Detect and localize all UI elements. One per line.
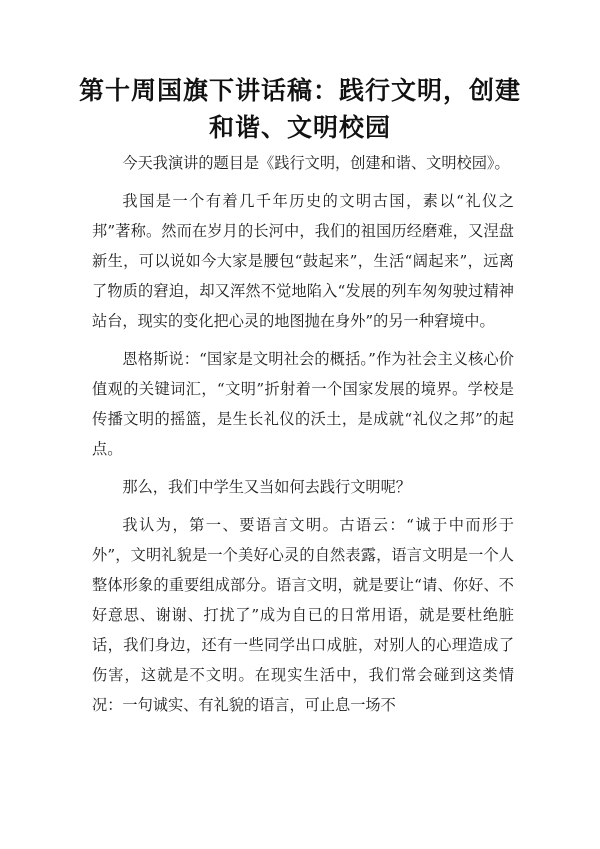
paragraph-question: 那么，我们中学生又当如何去践行文明呢？ — [122, 478, 411, 496]
paragraph-language-civility: 我认为，第一、要语言文明。古语云：“诚于中而形于外”，文明礼貌是一个美好心灵的自然表露，语言文明是一个人整体形象的重要组成部分。语言文明，就是要让“请、你好、不好意思、谢谢、打扰了”成为自已的日常用语，就是要杜绝脏话，我们身边，还有一些同学出口成脏，对别人的心理造成了伤害，这就是不文明。在现实生活中，我们常会碰到这类情况：一句诚实、有礼貌的语言，可止息一场不 — [92, 516, 514, 714]
paragraph-intro: 今天我演讲的题目是《践行文明，创建和谐、文明校园》。 — [122, 154, 510, 172]
document-body — [92, 148, 514, 728]
document-title: 第十周国旗下讲话稿：践行文明，创建和谐、文明校园 — [78, 76, 521, 142]
paragraph-history: 我国是一个有着几千年历史的文明古国，素以“礼仪之邦”著称。然而在岁月的长河中，我们的祖国历经磨难，又涅盘新生，可以说如今大家是腰包“鼓起来”，生活“阔起来”，远离了物质的窘迫，却又浑然不觉地陷入“发展的列车匆匆驶过精神站台，现实的变化把心灵的地图抛在身外”的另一种窘境中。 — [92, 192, 514, 330]
paragraph-engels-quote: 恩格斯说：“国家是文明社会的概括。”作为社会主义核心价值观的关键词汇，“文明”折射着一个国家发展的境界。学校是传播文明的摇篮，是生长礼仪的沃土，是成就“礼仪之邦”的起点。 — [92, 350, 514, 458]
